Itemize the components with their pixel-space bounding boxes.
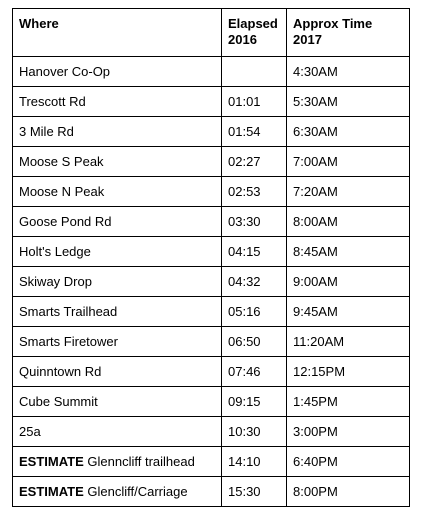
- where-text: Glenncliff trailhead: [87, 453, 195, 469]
- table-row: [13, 447, 410, 477]
- cell-where: [13, 87, 222, 117]
- cell-elapsed: 02:53: [222, 177, 287, 207]
- where-text: Hanover Co-Op: [19, 63, 111, 79]
- cell-elapsed: 04:15: [222, 237, 287, 267]
- table-row: [13, 207, 410, 237]
- where-text: Moose S Peak: [19, 153, 104, 169]
- cell-elapsed: [222, 57, 287, 87]
- estimate-label: ESTIMATE: [19, 483, 84, 499]
- schedule-table: [12, 8, 410, 507]
- where-text: Skiway Drop: [19, 273, 92, 289]
- cell-where: [13, 57, 222, 87]
- cell-elapsed: 14:10: [222, 447, 287, 477]
- cell-elapsed: 10:30: [222, 417, 287, 447]
- cell-approx-time: 8:00PM: [287, 477, 410, 507]
- cell-elapsed: 01:01: [222, 87, 287, 117]
- header-where: [13, 9, 222, 57]
- cell-elapsed: 15:30: [222, 477, 287, 507]
- cell-elapsed: 07:46: [222, 357, 287, 387]
- cell-where: [13, 417, 222, 447]
- table-row: [13, 147, 410, 177]
- cell-where: [13, 447, 222, 477]
- header-approx-line1: Approx Time: [293, 16, 373, 31]
- table-row: [13, 87, 410, 117]
- table-row: [13, 57, 410, 87]
- where-text: Quinntown Rd: [19, 363, 102, 379]
- header-elapsed-line1: Elapsed: [228, 16, 278, 31]
- cell-where: [13, 237, 222, 267]
- header-row: [13, 9, 410, 57]
- table-row: [13, 177, 410, 207]
- cell-approx-time: 7:00AM: [287, 147, 410, 177]
- where-text: Cube Summit: [19, 393, 98, 409]
- cell-approx-time: 11:20AM: [287, 327, 410, 357]
- cell-approx-time: 4:30AM: [287, 57, 410, 87]
- cell-approx-time: 8:00AM: [287, 207, 410, 237]
- table-row: [13, 417, 410, 447]
- table-row: [13, 327, 410, 357]
- cell-where: [13, 147, 222, 177]
- cell-approx-time: 7:20AM: [287, 177, 410, 207]
- where-text: 3 Mile Rd: [19, 123, 74, 139]
- cell-where: [13, 297, 222, 327]
- table-body: [13, 57, 410, 507]
- where-text: Glencliff/Carriage: [87, 483, 188, 499]
- cell-where: [13, 117, 222, 147]
- cell-elapsed: 02:27: [222, 147, 287, 177]
- where-text: Smarts Trailhead: [19, 303, 118, 319]
- cell-elapsed: 04:32: [222, 267, 287, 297]
- cell-elapsed: 03:30: [222, 207, 287, 237]
- cell-approx-time: 6:30AM: [287, 117, 410, 147]
- cell-where: [13, 477, 222, 507]
- table-row: [13, 387, 410, 417]
- cell-approx-time: 6:40PM: [287, 447, 410, 477]
- cell-elapsed: 06:50: [222, 327, 287, 357]
- table-row: [13, 117, 410, 147]
- header-approx-line2: 2017: [293, 32, 322, 47]
- table-row: [13, 267, 410, 297]
- cell-where: [13, 267, 222, 297]
- cell-approx-time: 3:00PM: [287, 417, 410, 447]
- cell-approx-time: 12:15PM: [287, 357, 410, 387]
- table-row: [13, 477, 410, 507]
- estimate-label: ESTIMATE: [19, 453, 84, 469]
- header-elapsed: [222, 9, 287, 57]
- cell-elapsed: 05:16: [222, 297, 287, 327]
- where-text: Goose Pond Rd: [19, 213, 112, 229]
- header-elapsed-line2: 2016: [228, 32, 257, 47]
- header-approx: [287, 9, 410, 57]
- cell-where: [13, 327, 222, 357]
- cell-approx-time: 1:45PM: [287, 387, 410, 417]
- cell-where: [13, 387, 222, 417]
- cell-approx-time: 9:00AM: [287, 267, 410, 297]
- table-row: [13, 357, 410, 387]
- where-text: Trescott Rd: [19, 93, 86, 109]
- cell-elapsed: 01:54: [222, 117, 287, 147]
- table-row: [13, 297, 410, 327]
- cell-approx-time: 9:45AM: [287, 297, 410, 327]
- cell-approx-time: 5:30AM: [287, 87, 410, 117]
- cell-where: [13, 177, 222, 207]
- where-text: 25a: [19, 423, 41, 439]
- cell-approx-time: 8:45AM: [287, 237, 410, 267]
- table-row: [13, 237, 410, 267]
- cell-elapsed: 09:15: [222, 387, 287, 417]
- header-where-label: Where: [19, 16, 59, 31]
- where-text: Smarts Firetower: [19, 333, 118, 349]
- cell-where: [13, 207, 222, 237]
- where-text: Holt's Ledge: [19, 243, 91, 259]
- where-text: Moose N Peak: [19, 183, 105, 199]
- cell-where: [13, 357, 222, 387]
